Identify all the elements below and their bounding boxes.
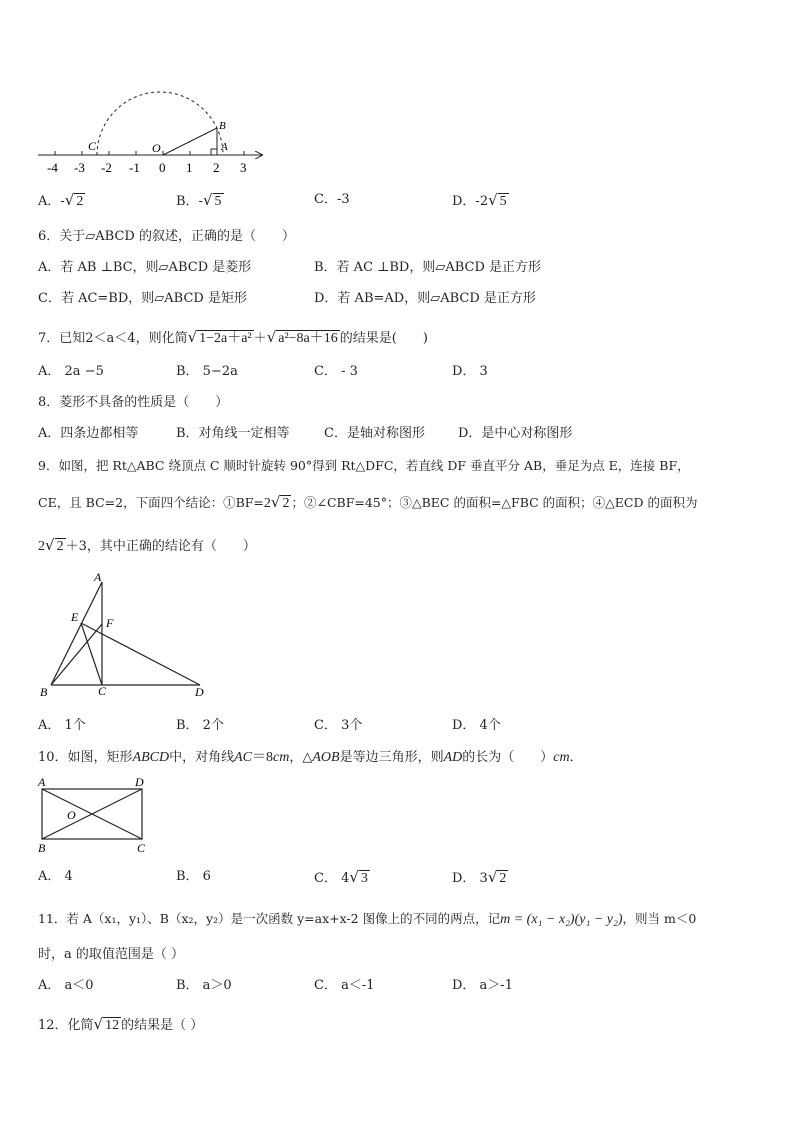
q6-option-d[interactable]: D．若 AB=AD，则▱ABCD 是正方形: [314, 291, 536, 306]
q9-stem-line1: 9．如图，把 Rt△ABC 绕顶点 C 顺时针旋转 90°得到 Rt△DFC，若直线 DF 垂直平分 AB，垂足为点 E，连接 BF，: [38, 458, 690, 473]
label-b: B: [38, 841, 46, 855]
label-b: B: [219, 120, 226, 132]
tick-label: 0: [159, 160, 166, 175]
label-o: O: [67, 808, 76, 822]
label-c: C: [98, 684, 107, 698]
tick-label: -1: [129, 160, 140, 175]
q7-stem: 7．已知2＜a＜4，则化简√ 1−2a＋a² ＋√ a²−8a＋16 的结果是( ): [38, 328, 428, 346]
q12-stem: 12．化简√ 12 的结果是（ ）: [38, 1015, 204, 1033]
tick-label: -4: [47, 160, 58, 175]
q11-stem-line2: 时，a 的取值范围是（ ）: [38, 947, 185, 962]
q10-stem: 10．如图，矩形ABCD中，对角线AC＝8cm，△AOB是等边三角形，则AD的长为（ ）cm．: [38, 750, 583, 765]
q8-stem: 8．菱形不具备的性质是（ ）: [38, 395, 229, 410]
tick-label: -3: [74, 160, 85, 175]
q11-option-b[interactable]: B． a＞0: [176, 978, 232, 993]
q9-triangle-figure: [36, 565, 216, 700]
label-a: A: [94, 570, 102, 584]
q10-option-a[interactable]: A． 4: [38, 869, 73, 884]
label-a: A: [221, 141, 228, 153]
q11-stem-line1: 11．若 A（x₁，y₁）、B（x₂，y₂）是一次函数 y=ax+x-2 图像上的不同的两点，记m = (x₁ − x₂)(y₁ − y₂)，则当 m＜0: [38, 911, 697, 927]
q8-option-c[interactable]: C．是轴对称图形: [324, 426, 425, 441]
label-d: D: [195, 685, 204, 699]
q10-rectangle-figure: [34, 774, 154, 856]
q9-option-a[interactable]: A． 1个: [38, 718, 86, 733]
q9-stem-line2: CE，且 BC=2，下面四个结论：①BF=2√ 2 ；②∠CBF=45°；③△BEC 的面积=△FBC 的面积；④△ECD 的面积为: [38, 493, 698, 511]
q5-option-a[interactable]: A．-√ 2: [38, 191, 84, 209]
right-angle-mark: [211, 149, 217, 155]
q5-option-c[interactable]: C．-3: [314, 192, 350, 207]
label-e: E: [71, 610, 79, 624]
label-d: D: [135, 775, 144, 789]
q6-option-a[interactable]: A．若 AB ⊥BC，则▱ABCD 是菱形: [38, 260, 252, 275]
label-c: C: [137, 841, 146, 855]
q6-option-c[interactable]: C．若 AC=BD，则▱ABCD 是矩形: [38, 291, 247, 306]
q8-option-a[interactable]: A．四条边都相等: [38, 426, 139, 441]
q9-option-d[interactable]: D． 4个: [452, 718, 501, 733]
tick-label: -2: [101, 160, 112, 175]
q6-stem: 6．关于▱ABCD 的叙述，正确的是（ ）: [38, 229, 295, 244]
q5-option-b[interactable]: B．-√ 5: [176, 191, 222, 209]
q11-option-a[interactable]: A． a＜0: [38, 978, 94, 993]
label-f: F: [106, 616, 114, 630]
q7-option-a[interactable]: A． 2a −5: [38, 364, 104, 379]
q11-option-d[interactable]: D． a＞-1: [452, 978, 513, 993]
q8-option-d[interactable]: D．是中心对称图形: [458, 426, 573, 441]
segment-ob: [163, 128, 217, 155]
label-o: O: [152, 141, 161, 155]
tick-label: 1: [186, 160, 193, 175]
q7-option-d[interactable]: D． 3: [452, 364, 488, 379]
q5-option-d[interactable]: D．-2√ 5: [452, 191, 507, 209]
q9-stem-line3: 2√ 2 ＋3，其中正确的结论有（ ）: [38, 536, 256, 554]
q6-option-b[interactable]: B．若 AC ⊥BD，则▱ABCD 是正方形: [314, 260, 542, 275]
tick-label: 3: [240, 160, 247, 175]
q11-option-c[interactable]: C． a＜-1: [314, 978, 375, 993]
q7-option-b[interactable]: B． 5−2a: [176, 364, 238, 379]
q10-option-b[interactable]: B． 6: [176, 869, 211, 884]
tick-label: 2: [213, 160, 220, 175]
label-c: C: [88, 139, 97, 153]
q10-option-d[interactable]: D． 3√ 2: [452, 868, 507, 886]
q10-option-c[interactable]: C． 4√ 3: [314, 868, 368, 886]
q9-option-c[interactable]: C． 3个: [314, 718, 363, 733]
label-b: B: [40, 685, 48, 699]
q9-option-b[interactable]: B． 2个: [176, 718, 224, 733]
number-line-figure: [36, 78, 268, 178]
q8-option-b[interactable]: B．对角线一定相等: [176, 426, 290, 441]
label-a: A: [38, 775, 46, 789]
q7-option-c[interactable]: C． - 3: [314, 364, 358, 379]
